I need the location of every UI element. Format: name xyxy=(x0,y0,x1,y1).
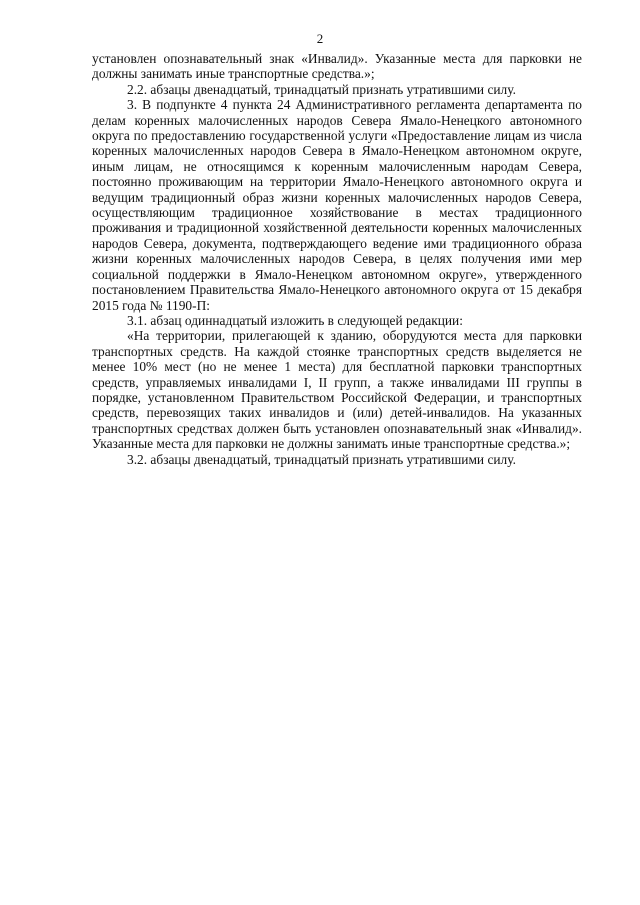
paragraph-2-2: 2.2. абзацы двенадцатый, тринадцатый признать утратившими силу. xyxy=(127,81,516,97)
paragraph-continuation: установлен опознавательный знак «Инвалид». Указанные места для парковки не должны занимать иные транспортные средства.»; xyxy=(92,51,582,82)
document-body xyxy=(92,51,582,467)
paragraph-quoted-text: «На территории, прилегающей к зданию, оборудуются места для парковки транспортных средств. На каждой стоянке транспортных средств выделяется не менее 10% мест (но не менее 1 места) для бесплатной парковки транспортных средств, управляемых инвалидами I, II групп, а также инвалидами III группы в порядке, установленном Правительством Российской Федерации, и транспортных средств, перевозящих таких инвалидов и (или) детей-инвалидов. На указанных транспортных средствах должен быть установлен опознавательный знак «Инвалид». Указанные места для парковки не должны занимать иные транспортные средства.»; xyxy=(92,328,582,452)
paragraph-3-2: 3.2. абзацы двенадцатый, тринадцатый признать утратившими силу. xyxy=(127,451,516,467)
paragraph-3-1: 3.1. абзац одиннадцатый изложить в следующей редакции: xyxy=(127,312,463,328)
paragraph-3: 3. В подпункте 4 пункта 24 Административного регламента департамента по делам коренных малочисленных народов Севера Ямало-Ненецкого автономного округа по предоставлению государственной услуги «Предоставление лицам из числа коренных малочисленных народов Севера в Ямало-Ненецком автономном округе, иным лицам, не относящимся к коренным малочисленным народам Севера, постоянно проживающим на территории Ямало-Ненецкого автономного округа и ведущим традиционный образ жизни коренных малочисленных народов Севера, осуществляющим традиционное хозяйствование в местах традиционного проживания и традиционной хозяйственной деятельности коренных малочисленных народов Севера, документа, подтверждающего ведение ими традиционного образа жизни коренных малочисленных народов Севера, в целях получения ими мер социальной поддержки в Ямало-Ненецком автономном округе», утвержденного постановлением Правительства Ямало-Ненецкого автономного округа от 15 декабря 2015 года № 1190-П: xyxy=(92,97,582,313)
page-number: 2 xyxy=(316,31,324,46)
